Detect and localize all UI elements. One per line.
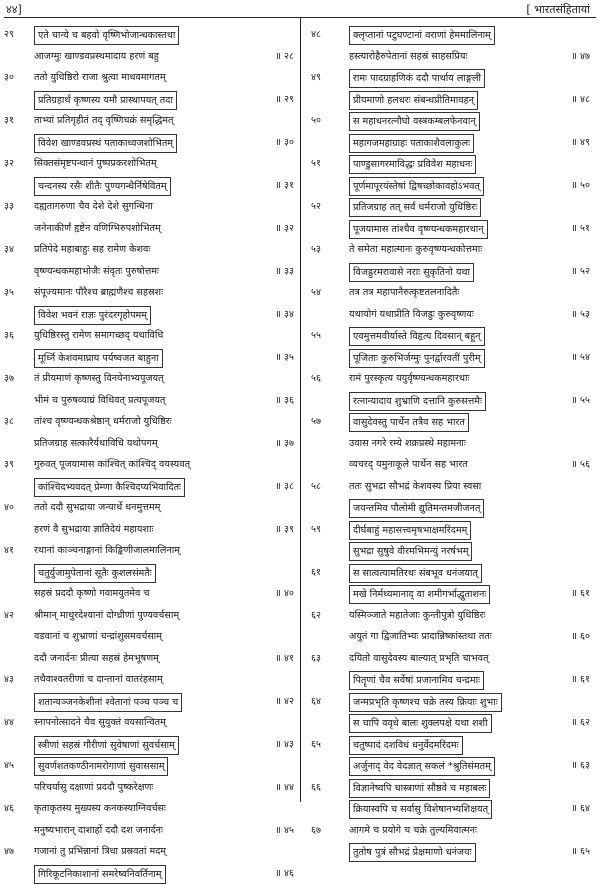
verse-line [0, 368, 300, 390]
verse-line [301, 820, 600, 842]
verse-text: तांश्च वृष्ण्यन्धकश्रेष्ठान् धर्मराजो युधिष्ठिरः [34, 411, 172, 433]
verse-number: ३८ [4, 411, 30, 433]
verse-text: ताभ्यां प्रतिगृहीतं तद् वृष्णिचक्रं समृद्धिमत् [34, 110, 174, 132]
verse-text: रथानां काञ्चनाङ्गानां किङ्किणीजालमालिनाम् [34, 540, 180, 562]
verse-reference: ॥ ५६ [571, 454, 590, 476]
verse-line [301, 261, 600, 283]
verse-text: सिक्तसंमृष्टपन्थानं पुष्पप्रकरशोभितम् [34, 153, 157, 175]
verse-text: रामं पुरस्कृत्य ययुर्वृष्ण्यन्धकमहारथाः [349, 368, 469, 390]
verse-line [301, 712, 600, 734]
verse-line [301, 67, 600, 89]
verse-text: मखे निर्मथ्यमानाद् वा शमीगर्भाद्धुताशनः [349, 585, 490, 604]
verse-reference: ॥ ५५ [571, 390, 590, 412]
verse-line [0, 841, 300, 863]
verse-reference: ॥ ३९ [275, 519, 294, 541]
verse-number: ५५ [311, 325, 337, 347]
verse-text: प्रतिजग्राह तत् सर्वं धर्मराजो युधिष्ठिरः [349, 198, 481, 217]
verse-text: तथैवाश्वतरीणां च दान्तानां वातरंहसाम् [34, 669, 163, 691]
verse-text: पूजिताः कुरुभिर्जग्मुः पुनर्द्वारवतीं पुरीम् [349, 349, 485, 368]
verse-number: ३६ [4, 325, 30, 347]
verse-line [301, 153, 600, 175]
verse-line [301, 218, 600, 240]
verse-number: ५१ [311, 153, 337, 175]
verse-text: युधिष्ठिरस्तु रामेण समागच्छद् यथाविधि [34, 325, 163, 347]
verse-number: ३२ [4, 153, 30, 175]
verse-line [301, 626, 600, 648]
verse-line [301, 347, 600, 369]
verse-reference: ॥ ४१ [275, 648, 294, 670]
verse-text: महागजमहाग्राहः पताकाशैवलाकुलः [349, 134, 474, 153]
verse-number: ४० [4, 497, 30, 519]
verse-line [301, 132, 600, 154]
verse-number: ४८ [311, 24, 337, 46]
verse-text: स्नापनोत्सादने चैव सुयुक्तं वयसान्वितम् [34, 712, 166, 734]
verse-reference: ॥ ३६ [275, 390, 294, 412]
verse-reference: ॥ ४५ [275, 820, 294, 842]
verse-number: ४४ [4, 712, 30, 734]
verse-line [0, 519, 300, 541]
verse-line [301, 777, 600, 799]
verse-text: हरणं वै सुभद्राया ज्ञातिदेयं महायशाः [34, 519, 153, 541]
verse-number: ४१ [4, 540, 30, 562]
verse-line [0, 196, 300, 218]
verse-number: ३४ [4, 239, 30, 261]
verse-text: विज्ञानेष्वपि चास्त्राणां सौष्ठवे च महाबलः [349, 779, 490, 798]
verse-line [0, 46, 300, 68]
verse-line [0, 540, 300, 562]
running-title: [ भारतसंहितायां [526, 2, 590, 17]
verse-line [301, 433, 600, 455]
verse-text: पूर्णमापूरयंस्तेषां द्विषच्छोकावहोऽभवत् [349, 177, 484, 196]
verse-text: रामः पादग्राहणिकं ददौ पार्थाय लाङ्गली [349, 69, 485, 88]
verse-text: क्लृप्तानां पटुघण्टानां वराणां हेममालिनाम् [349, 26, 495, 45]
verse-text: पाण्डुसागरमाविद्धः प्रविवेश महाधनः [349, 155, 476, 174]
verse-number: ६१ [311, 562, 337, 584]
verse-text: स सात्वत्यामतिरथः संबभूव धनंजयात् [349, 564, 482, 583]
verse-number: ६३ [311, 648, 337, 670]
verse-number: ४६ [4, 798, 30, 820]
verse-number: २९ [4, 24, 30, 46]
verse-text: मूर्ध्नि केशवमाघ्राय पर्यष्वजत बाहुना [34, 349, 163, 368]
verse-reference: ॥ ६० [571, 626, 590, 648]
verse-text: कांश्चिदभ्यवदत् प्रेम्णा कैश्चिदप्यभिवादितः [34, 478, 185, 497]
verse-line [0, 562, 300, 584]
verse-line [301, 691, 600, 713]
verse-text: एवमुत्तमवीर्यास्ते विहृत्य दिवसान् बहून् [349, 327, 485, 346]
verse-text: कृताकृतस्य मुख्यस्य कनकस्याग्निवर्चसः [34, 798, 166, 820]
verse-line [301, 239, 600, 261]
verse-text: विवेश भवनं राज्ञः पुरंदरगृहोपमम् [34, 306, 151, 325]
verse-reference: ॥ ५० [571, 175, 590, 197]
left-column [0, 24, 300, 884]
verse-text: परिचर्यासु दक्षाणां प्रददौ पुष्करेक्षणः [34, 777, 153, 799]
verse-line [301, 24, 600, 46]
verse-text: दयितो वासुदेवस्य बाल्यात् प्रभृति चाभवत् [349, 648, 488, 670]
page-number: ४४] [6, 2, 22, 17]
verse-line [0, 820, 300, 842]
verse-number: ५७ [311, 411, 337, 433]
verse-line [0, 239, 300, 261]
verse-reference: ॥ ६१ [571, 583, 590, 605]
verse-text: तुतोष पुत्रं सौभद्रं प्रेक्षमाणो धनंजयः [349, 843, 476, 862]
verse-line [0, 304, 300, 326]
verse-line [301, 583, 600, 605]
verse-reference: ॥ २८ [275, 46, 294, 68]
verse-text: प्रतिपेदे महाबाहुः सह रामेण केशवः [34, 239, 150, 261]
verse-line [301, 755, 600, 777]
verse-number: ३७ [4, 368, 30, 390]
verse-line [0, 261, 300, 283]
verse-line [0, 325, 300, 347]
verse-text: आगमे च प्रयोगे च चक्रे तुल्यमिवात्मनः [349, 820, 477, 842]
verse-reference: ॥ ५१ [571, 218, 590, 240]
verse-line [0, 691, 300, 713]
verse-text: विवेश खाण्डवप्रस्थं पताकाध्वजशोभितम् [34, 134, 177, 153]
verse-reference: ॥ २९ [275, 89, 294, 111]
verse-line [301, 46, 600, 68]
verse-text: जयन्तमिव पौलोमी द्युतिमन्तमजीजनत् [349, 499, 484, 518]
verse-text: विजह्रुरमरावासे नराः सुकृतिनो यथा [349, 263, 474, 282]
verse-number: ३३ [4, 196, 30, 218]
verse-line [0, 605, 300, 627]
verse-text: गिरिकूटनिकाशानां समरेष्वनिवर्तिनाम् [34, 865, 166, 884]
verse-line [301, 282, 600, 304]
verse-number: ६५ [311, 734, 337, 756]
verse-text: भीमं च पुरुषव्याघ्रं विधिवत् प्रत्यपूजयत् [34, 390, 165, 412]
verse-text: उवास नगरे रम्ये शक्रप्रस्थे महामनाः [349, 433, 466, 455]
verse-text: ततः सुभद्रा सौभद्रं केशवस्य प्रिया स्वसा [349, 476, 481, 498]
verse-text: चतुष्पादं दशविधं धनुर्वेदमरिंदमः [349, 736, 463, 755]
verse-number: ४३ [4, 669, 30, 691]
verse-line [301, 411, 600, 433]
verse-text: अर्जुनाद् वेद वेदज्ञात् सकलं *श्रुतिसंमतम् [349, 757, 495, 776]
verse-line [0, 497, 300, 519]
verse-text: चतुर्युजामुपेतानां सूतैः कुशलसंमतैः [34, 564, 156, 583]
verse-text: जन्मप्रभृति कृष्णश्च चक्रे तस्य क्रियाः शुभाः [349, 693, 502, 712]
verse-reference: ॥ ४७ [571, 46, 590, 68]
verse-line [301, 390, 600, 412]
verse-text: संपूज्यमानः पौरैश्च ब्राह्मणैश्च सहस्रशः [34, 282, 163, 304]
verse-line [0, 67, 300, 89]
verse-reference: ॥ ४८ [571, 89, 590, 111]
verse-number: ५६ [311, 368, 337, 390]
verse-reference: ॥ ४३ [275, 734, 294, 756]
verse-text: तं प्रीयमाणं कृष्णस्तु विनयेनाभ्यपूजयत् [34, 368, 164, 390]
verse-reference: ॥ ३२ [275, 218, 294, 240]
verse-text: चन्दनस्य रसैः शीतैः पुण्यगन्धैर्निषेवितम् [34, 177, 171, 196]
verse-text: सुभद्रा सुषुवे वीरमभिमन्युं नरर्षभम् [349, 542, 472, 561]
verse-line [301, 368, 600, 390]
verse-reference: ॥ ५४ [571, 347, 590, 369]
verse-line [301, 648, 600, 670]
verse-line [0, 411, 300, 433]
verse-text: यस्मिञ्जाते महातेजाः कुन्तीपुत्रो युधिष्ठिरः [349, 605, 485, 627]
verse-text: स चापि ववृधे बालः शुक्लपक्षे यथा शशी [349, 714, 492, 733]
verse-text: पूजयामास तांश्चैव वृष्ण्यन्धकमहारथान् [349, 220, 488, 239]
verse-text: ततो युधिष्ठिरो राजा श्रुत्वा माधवमागतम् [34, 67, 166, 89]
verse-text: वृष्ण्यन्धकमहाभोजैः संवृतः पुरुषोत्तमः [34, 261, 159, 283]
verse-line [0, 390, 300, 412]
verse-reference: ॥ ६३ [571, 755, 590, 777]
verse-text: वासुदेवस्तु पार्थेन तत्रैव सह भारत [349, 413, 469, 432]
verse-line [301, 454, 600, 476]
verse-line [301, 734, 600, 756]
verse-text: एते चान्ये च बहवो वृष्णिभोजान्धकास्तथा [34, 26, 179, 45]
verse-line [0, 863, 300, 884]
verse-text: प्रतिजग्राह सत्कारैर्यथाविधि यथोपगम् [34, 433, 158, 455]
verse-reference: ॥ ६४ [571, 798, 590, 820]
verse-number: ५० [311, 110, 337, 132]
verse-line [301, 841, 600, 863]
verse-reference: ॥ ५२ [571, 261, 590, 283]
verse-text: हस्त्यारोहैरुपेतानां सहस्रं साहसप्रियः [349, 46, 467, 68]
verse-text: प्रतिग्रहार्थं कृष्णस्य यमौ प्रास्थापयत् तदा [34, 91, 177, 110]
verse-reference: ॥ ४२ [275, 691, 294, 713]
verse-reference: ॥ ३० [275, 132, 294, 154]
verse-line [0, 110, 300, 132]
verse-number: ६६ [311, 777, 337, 799]
verse-line [0, 755, 300, 777]
verse-text: पितॄणां चैव सर्वेषां प्रजानामिव चन्द्रमाः [349, 671, 484, 690]
verse-number: ३५ [4, 282, 30, 304]
verse-line [0, 347, 300, 369]
verse-line [0, 89, 300, 111]
verse-reference: ॥ ३५ [275, 347, 294, 369]
verse-text: श्रीमान् माथुरदेश्यानां दोग्ध्रीणां पुण्यवर्चसाम् [34, 605, 179, 627]
verse-reference: ॥ ५३ [571, 304, 590, 326]
verse-reference: ॥ ४९ [571, 132, 590, 154]
verse-line [301, 540, 600, 562]
verse-number: ४९ [311, 67, 337, 89]
verse-line [0, 669, 300, 691]
verse-line [301, 562, 600, 584]
verse-number: ५८ [311, 476, 337, 498]
verse-text: सुवर्णशतकण्ठीनामरोगाणां सुवाससाम् [34, 757, 168, 776]
verse-text: मनुष्यभारान् दाशार्हो ददौ दश जनार्दनः [34, 820, 163, 842]
verse-line [301, 175, 600, 197]
verse-line [301, 304, 600, 326]
verse-number: ५२ [311, 196, 337, 218]
verse-reference: ॥ ४० [275, 583, 294, 605]
verse-line [301, 798, 600, 820]
verse-line [301, 519, 600, 541]
verse-reference: ॥ ३१ [275, 175, 294, 197]
verse-number: ३१ [4, 110, 30, 132]
verse-text: स्त्रीणां सहस्रं गौरीणां सुवेषाणां सुवर्चसाम् [34, 736, 179, 755]
verse-line [0, 734, 300, 756]
verse-text: तत्र तत्र महापानैरुत्कृष्टतलनादितैः [349, 282, 459, 304]
verse-line [0, 175, 300, 197]
verse-text: प्रीयमाणो हलधरः संबन्धप्रीतिमावहन् [349, 91, 478, 110]
verse-number: ६२ [311, 605, 337, 627]
verse-text: जनेनाकीर्णं हृष्टेन वणिग्भिरुपशोभितम् [34, 218, 161, 240]
verse-line [301, 497, 600, 519]
verse-text: गजानां तु प्रभिन्नानां त्रिधा प्रस्रवतां मदम् [34, 841, 166, 863]
verse-text: ददौ जनार्दनः प्रीत्या सहस्रं हेमभूषणम् [34, 648, 159, 670]
verse-number: ६७ [311, 820, 337, 842]
verse-text: यथायोगं यथाप्रीति विजह्रुः कुरुवृष्णयः [349, 304, 474, 326]
verse-number: ३० [4, 67, 30, 89]
verse-line [0, 476, 300, 498]
verse-text: ते समेता महात्मानः कुरुवृष्ण्यन्धकोत्तमाः [349, 239, 482, 261]
verse-line [301, 605, 600, 627]
verse-number: ५३ [311, 239, 337, 261]
verse-number: ४७ [4, 841, 30, 863]
verse-text: अयुतं गा द्विजातिभ्यः प्रादान्निष्कांस्तथा ततः [349, 626, 492, 648]
verse-line [0, 583, 300, 605]
verse-line [0, 132, 300, 154]
verse-reference: ॥ ३३ [275, 261, 294, 283]
verse-line [0, 218, 300, 240]
verse-number: ६४ [311, 691, 337, 713]
verse-line [0, 282, 300, 304]
verse-number: ३९ [4, 454, 30, 476]
verse-reference: ॥ ३७ [275, 433, 294, 455]
verse-line [0, 153, 300, 175]
verse-number: ४२ [4, 605, 30, 627]
verse-reference: ॥ ३४ [275, 304, 294, 326]
verse-number: ५९ [311, 519, 337, 541]
verse-line [0, 777, 300, 799]
verse-text: व्यचरद् यमुनाकूले पार्थेन सह भारत [349, 454, 468, 476]
verse-reference: ॥ ६५ [571, 841, 590, 863]
right-column [301, 24, 600, 863]
verse-line [0, 24, 300, 46]
verse-text: शतान्यञ्जनकेशीनां श्वेतानां पञ्च पञ्च च [34, 693, 182, 712]
verse-line [0, 626, 300, 648]
verse-line [0, 648, 300, 670]
verse-text: रत्नान्यादाय शुभ्राणि दत्तानि कुरुसत्तमैः [349, 392, 486, 411]
verse-line [301, 196, 600, 218]
verse-reference: ॥ ४४ [275, 777, 294, 799]
verse-text: स महाधनरत्नौघो वस्त्रकम्बलफेनवान् [349, 112, 480, 131]
verse-text: सहस्रं प्रददौ कृष्णो गवामयुतमेव च [34, 583, 150, 605]
verse-reference: ॥ ४६ [275, 863, 294, 884]
verse-text: दह्यतागरुणा चैव देशे देशे सुगन्धिना [34, 196, 153, 218]
verse-line [301, 89, 600, 111]
verse-line [0, 712, 300, 734]
verse-line [301, 476, 600, 498]
verse-reference: ॥ ६१ [571, 669, 590, 691]
verse-line [301, 110, 600, 132]
verse-text: क्रियास्वपि च सर्वासु विशेषानभ्यशिक्षयत् [349, 800, 492, 819]
verse-text: वडवानां च शुभ्राणां चन्द्रांशुसमवर्चसाम् [34, 626, 162, 648]
verse-text: ततो ददौ सुभद्राया जन्यार्थे धनमुत्तमम् [34, 497, 160, 519]
verse-text: गुरुवत् पूजयामास कांश्चित् कांश्चिद् वयस्यवत् [34, 454, 190, 476]
verse-line [301, 325, 600, 347]
verse-text: आजग्मुः खाण्डवप्रस्थमादाय हरणं बहु [34, 46, 159, 68]
verse-line [0, 454, 300, 476]
verse-text: दीर्घबाहुं महासत्त्वमृषभाक्षमरिंदमम् [349, 521, 471, 540]
verse-number: ४५ [4, 755, 30, 777]
verse-reference: ॥ ३८ [275, 476, 294, 498]
verse-number: ५४ [311, 282, 337, 304]
verse-line [301, 669, 600, 691]
verse-reference: ॥ ६२ [571, 712, 590, 734]
verse-line [0, 798, 300, 820]
verse-line [0, 433, 300, 455]
